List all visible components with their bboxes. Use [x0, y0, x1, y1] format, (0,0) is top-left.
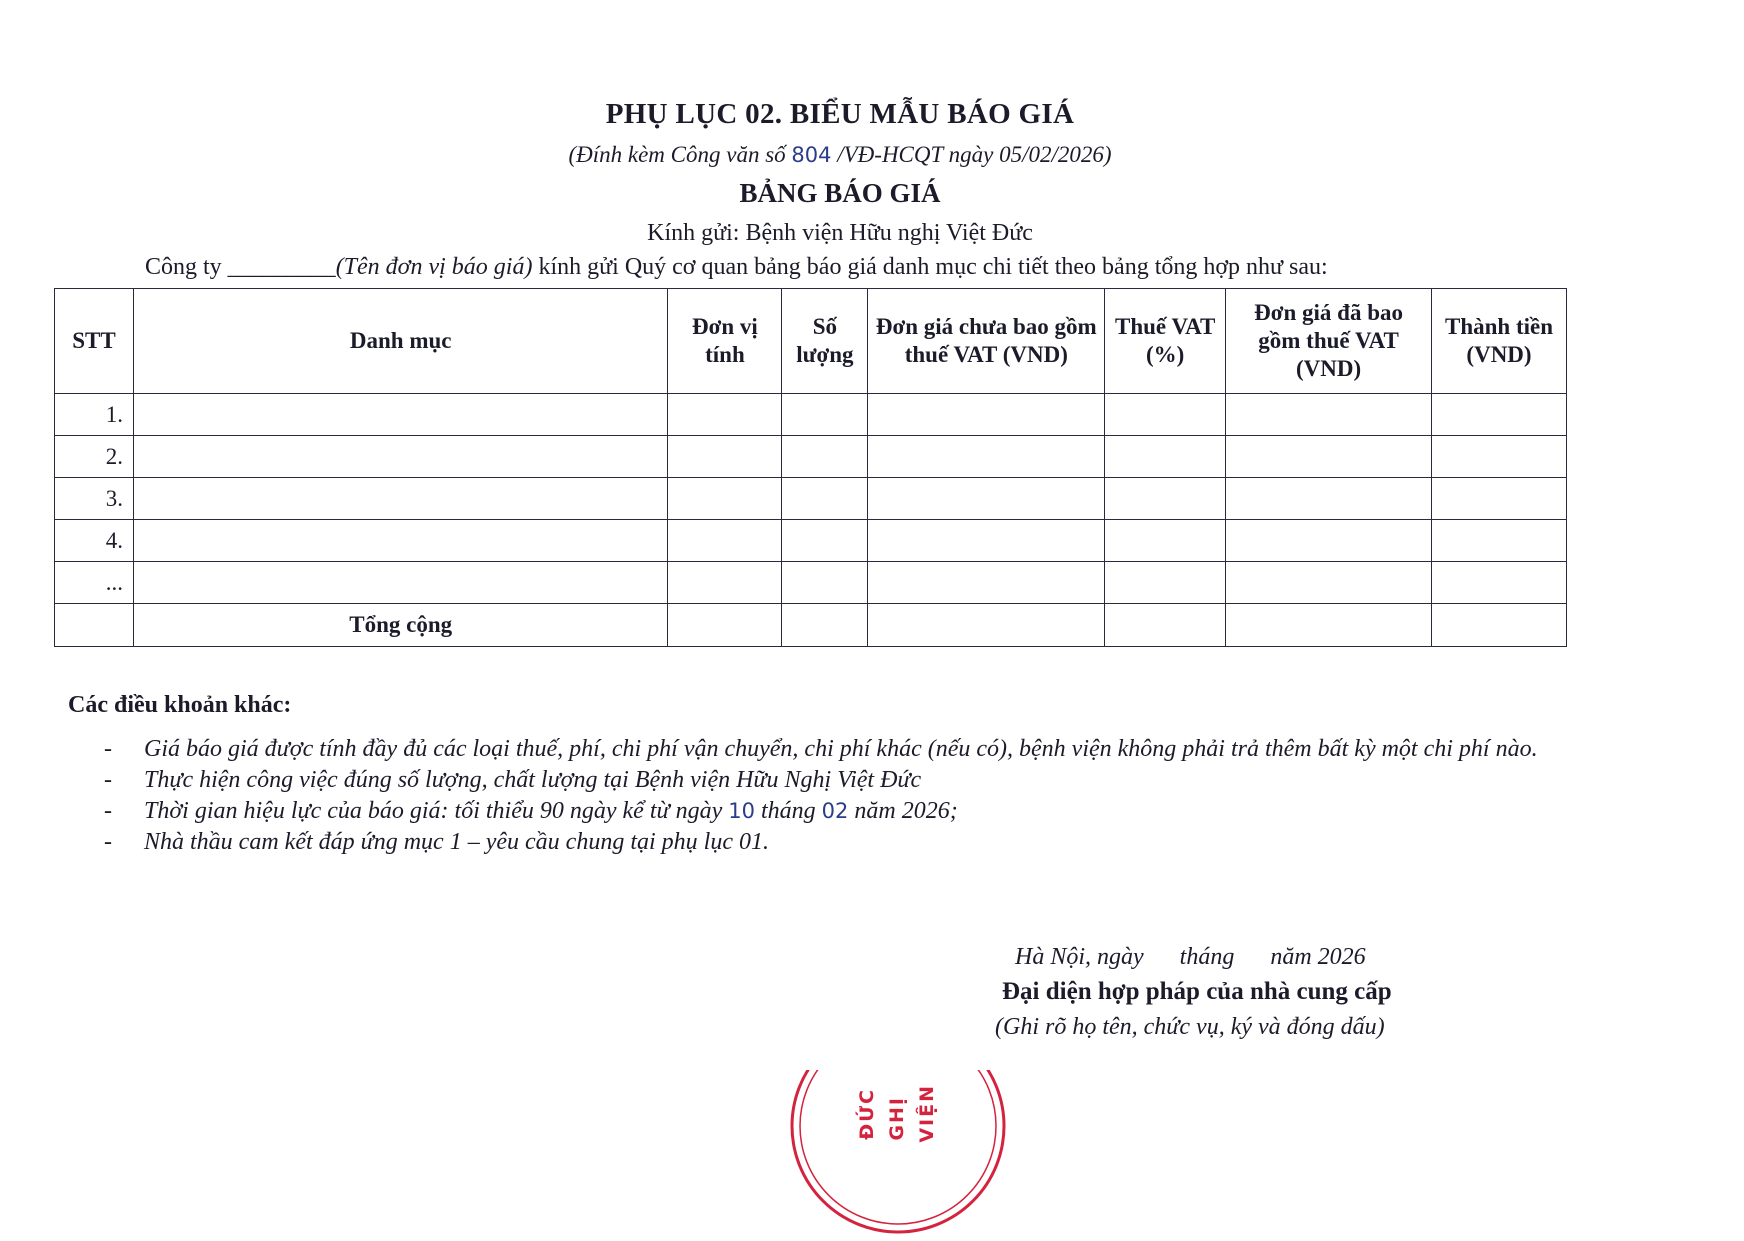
intro-placeholder: (Tên đơn vị báo giá)	[335, 254, 533, 280]
column-header: Đơn vị tính	[668, 289, 782, 394]
list-item	[100, 796, 1600, 826]
signature-date-line: Hà Nội, ngày tháng năm 2026	[1015, 944, 1366, 970]
table-cell[interactable]	[1432, 562, 1567, 604]
table-cell[interactable]	[668, 394, 782, 436]
total-label: Tổng cộng	[133, 604, 668, 647]
quote-heading: BẢNG BÁO GIÁ	[739, 178, 941, 208]
table-header-row	[55, 289, 1567, 394]
term-text: tháng	[754, 798, 822, 824]
table-cell[interactable]	[1226, 520, 1432, 562]
table-cell[interactable]	[668, 604, 782, 647]
subtitle-suffix: /VĐ-HCQT ngày 05/02/2026)	[831, 142, 1112, 167]
term-text: Thời gian hiệu lực của báo giá: tối thiểu 90 ngày kể từ ngày	[144, 798, 729, 824]
table-cell[interactable]	[782, 604, 868, 647]
table-cell[interactable]	[1105, 520, 1226, 562]
document-subtitle	[0, 142, 1680, 168]
table-row	[55, 478, 1567, 520]
column-header: Thành tiền (VND)	[1432, 289, 1567, 394]
table-cell[interactable]	[668, 478, 782, 520]
bullet-dash: -	[104, 767, 112, 793]
table-cell[interactable]	[133, 562, 668, 604]
list-item	[100, 765, 1600, 795]
table-cell[interactable]	[668, 520, 782, 562]
handwritten-month: 02	[821, 799, 849, 823]
term-text: Nhà thầu cam kết đáp ứng mục 1 – yêu cầu chung tại phụ lục 01.	[144, 829, 769, 855]
table-cell[interactable]	[868, 478, 1105, 520]
bullet-dash: -	[104, 736, 112, 762]
table-cell[interactable]	[1432, 478, 1567, 520]
bullet-dash: -	[104, 798, 112, 824]
term-text: năm 2026;	[848, 798, 958, 824]
recipient-line: Kính gửi: Bệnh viện Hữu nghị Việt Đức	[647, 220, 1033, 246]
table-cell[interactable]	[133, 394, 668, 436]
table-cell[interactable]	[782, 520, 868, 562]
table-cell[interactable]	[782, 394, 868, 436]
table-row	[55, 436, 1567, 478]
table-cell[interactable]	[782, 436, 868, 478]
terms-title: Các điều khoản khác:	[68, 692, 292, 718]
table-cell[interactable]	[782, 478, 868, 520]
column-header: Số lượng	[782, 289, 868, 394]
row-number: 1.	[55, 394, 134, 436]
stamp-text: GHỊ	[886, 1096, 908, 1141]
intro-prefix: Công ty _________	[145, 254, 336, 280]
table-cell[interactable]	[782, 562, 868, 604]
table-cell[interactable]	[1226, 436, 1432, 478]
table-cell[interactable]	[868, 520, 1105, 562]
table-cell[interactable]	[1432, 394, 1567, 436]
bullet-dash: -	[104, 829, 112, 855]
table-cell[interactable]	[668, 562, 782, 604]
table-cell[interactable]	[133, 478, 668, 520]
column-header: Đơn giá đã bao gồm thuế VAT (VND)	[1226, 289, 1432, 394]
intro-line	[145, 254, 1328, 281]
table-cell[interactable]	[1226, 562, 1432, 604]
row-number: 3.	[55, 478, 134, 520]
list-item	[100, 827, 1600, 857]
table-cell[interactable]	[1432, 436, 1567, 478]
term-text: Thực hiện công việc đúng số lượng, chất lượng tại Bệnh viện Hữu Nghị Việt Đức	[144, 767, 922, 793]
table-row	[55, 562, 1567, 604]
subtitle-prefix: (Đính kèm Công văn số	[568, 142, 792, 167]
table-cell[interactable]	[1105, 604, 1226, 647]
stamp-text: VIỆN	[916, 1084, 938, 1143]
table-cell[interactable]	[1432, 520, 1567, 562]
column-header: Đơn giá chưa bao gồm thuế VAT (VND)	[868, 289, 1105, 394]
table-cell[interactable]	[868, 604, 1105, 647]
table-cell[interactable]	[133, 520, 668, 562]
row-number: 4.	[55, 520, 134, 562]
signature-role: Đại diện hợp pháp của nhà cung cấp	[1002, 978, 1392, 1005]
signature-note: (Ghi rõ họ tên, chức vụ, ký và đóng dấu)	[995, 1014, 1385, 1040]
handwritten-day: 10	[728, 799, 755, 823]
stamp-text: ĐỨC	[856, 1088, 878, 1140]
list-item	[100, 734, 1600, 764]
row-number: ...	[55, 562, 134, 604]
table-cell[interactable]	[868, 436, 1105, 478]
table-cell[interactable]	[1105, 394, 1226, 436]
table-cell[interactable]	[868, 562, 1105, 604]
table-cell[interactable]	[1105, 436, 1226, 478]
table-cell[interactable]	[668, 436, 782, 478]
table-cell	[55, 604, 134, 647]
quote-table	[54, 288, 1567, 647]
intro-suffix: kính gửi Quý cơ quan bảng báo giá danh mục chi tiết theo bảng tổng hợp như sau:	[532, 254, 1328, 280]
table-total-row	[55, 604, 1567, 647]
table-cell[interactable]	[1226, 604, 1432, 647]
column-header: Thuế VAT (%)	[1105, 289, 1226, 394]
column-header: Danh mục	[133, 289, 668, 394]
table-cell[interactable]	[868, 394, 1105, 436]
table-cell[interactable]	[1226, 478, 1432, 520]
term-text: Giá báo giá được tính đầy đủ các loại thuế, phí, chi phí vận chuyển, chi phí khác (nếu có), bệnh viện không phải trả thêm bất kỳ một chi phí nào.	[144, 736, 1538, 762]
table-cell[interactable]	[1432, 604, 1567, 647]
table-cell[interactable]	[133, 436, 668, 478]
row-number: 2.	[55, 436, 134, 478]
red-seal-stamp	[780, 1070, 1020, 1241]
table-cell[interactable]	[1226, 394, 1432, 436]
table-row	[55, 394, 1567, 436]
table-cell[interactable]	[1105, 478, 1226, 520]
terms-list	[100, 734, 1600, 858]
handwritten-document-number: 804	[791, 143, 832, 167]
table-row	[55, 520, 1567, 562]
table-cell[interactable]	[1105, 562, 1226, 604]
column-header: STT	[55, 289, 134, 394]
document-title: PHỤ LỤC 02. BIỂU MẪU BÁO GIÁ	[605, 98, 1075, 130]
